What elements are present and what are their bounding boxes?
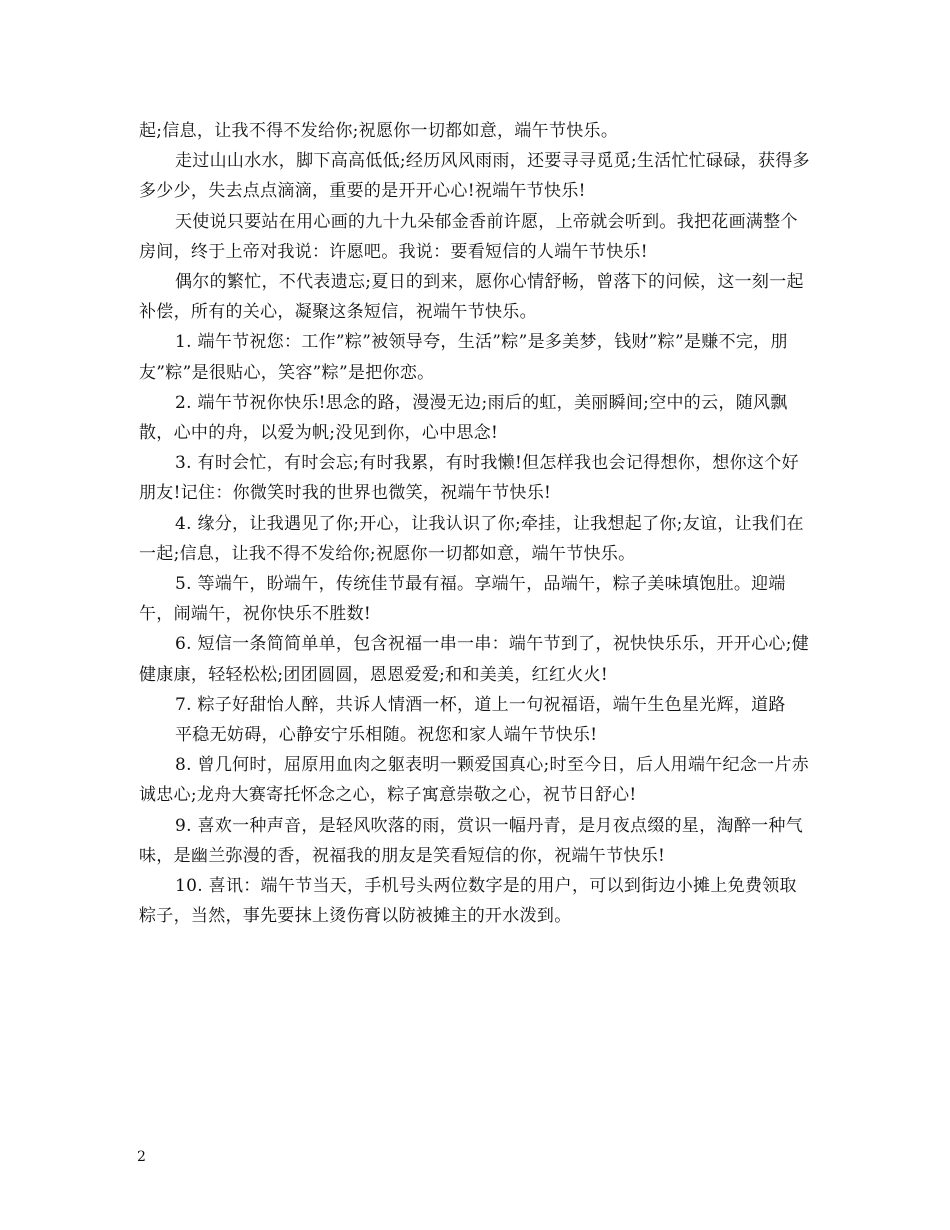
list-item-10: 10. 喜讯：端午节当天，手机号头两位数字是的用户，可以到街边小摊上免费领取粽子，当然，事先要抹上烫伤膏以防被摊主的开水泼到。 [139, 876, 797, 927]
paragraph-mountains-rivers: 走过山山水水，脚下高高低低;经历风风雨雨，还要寻寻觅觅;生活忙忙碌碌，获得多多少少，失去点点滴滴，重要的是开开心心!祝端午节快乐! [139, 151, 810, 202]
paragraph-busy-not-forget: 偶尔的繁忙，不代表遗忘;夏日的到来，愿你心情舒畅，曾落下的问候，这一刻一起补偿，所有的关心，凝聚这条短信，祝端午节快乐。 [139, 272, 804, 323]
document-body [139, 116, 811, 931]
list-item-5: 5. 等端午，盼端午，传统佳节最有福。享端午，品端午，粽子美味填饱肚。迎端午，闹端午，祝你快乐不胜数! [139, 574, 786, 625]
list-item-1: 1. 端午节祝您：工作”粽”被领导夸，生活”粽”是多美梦，钱财”粽”是赚不完，朋友”粽”是很贴心，笑容”粽”是把你恋。 [139, 332, 788, 383]
list-item-6: 6. 短信一条简简单单，包含祝福一串一串：端午节到了，祝快快乐乐，开开心心;健健康康，轻轻松松;团团圆圆，恩恩爱爱;和和美美，红红火火! [139, 634, 810, 685]
list-item-3: 3. 有时会忙，有时会忘;有时我累，有时我懒!但怎样我也会记得想你，想你这个好朋友!记住：你微笑时我的世界也微笑，祝端午节快乐! [139, 453, 799, 504]
paragraph-angel-tulips: 天使说只要站在用心画的九十九朵郁金香前许愿，上帝就会听到。我把花画满整个房间，终于上帝对我说：许愿吧。我说：要看短信的人端午节快乐! [139, 211, 798, 262]
list-item-8: 8. 曾几何时，屈原用血肉之躯表明一颗爱国真心;时至今日，后人用端午纪念一片赤诚忠心;龙舟大赛寄托怀念之心，粽子寓意崇敬之心，祝节日舒心! [139, 755, 810, 806]
list-item-9: 9. 喜欢一种声音，是轻风吹落的雨，赏识一幅丹青，是月夜点缀的星，淘醉一种气味，是幽兰弥漫的香，祝福我的朋友是笑看短信的你，祝端午节快乐! [139, 815, 804, 866]
paragraph-continuation: 起;信息，让我不得不发给你;祝愿你一切都如意，端午节快乐。 [139, 121, 619, 141]
list-item-7: 7. 粽子好甜怡人醉，共诉人情酒一杯，道上一句祝福语，端午生色星光辉，道路 [175, 694, 786, 715]
list-item-2: 2. 端午节祝你快乐!思念的路，漫漫无边;雨后的虹，美丽瞬间;空中的云，随风飘散，心中的舟，以爱为帆;没见到你，心中思念! [139, 392, 788, 444]
list-item-4: 4. 缘分，让我遇见了你;开心，让我认识了你;牵挂，让我想起了你;友谊，让我们在一起;信息，让我不得不发给你;祝愿你一切都如意，端午节快乐。 [139, 513, 804, 564]
list-item-7-continuation: 平稳无妨碍，心静安宁乐相随。祝您和家人端午节快乐! [175, 725, 598, 746]
page-number: 2 [137, 1149, 146, 1165]
